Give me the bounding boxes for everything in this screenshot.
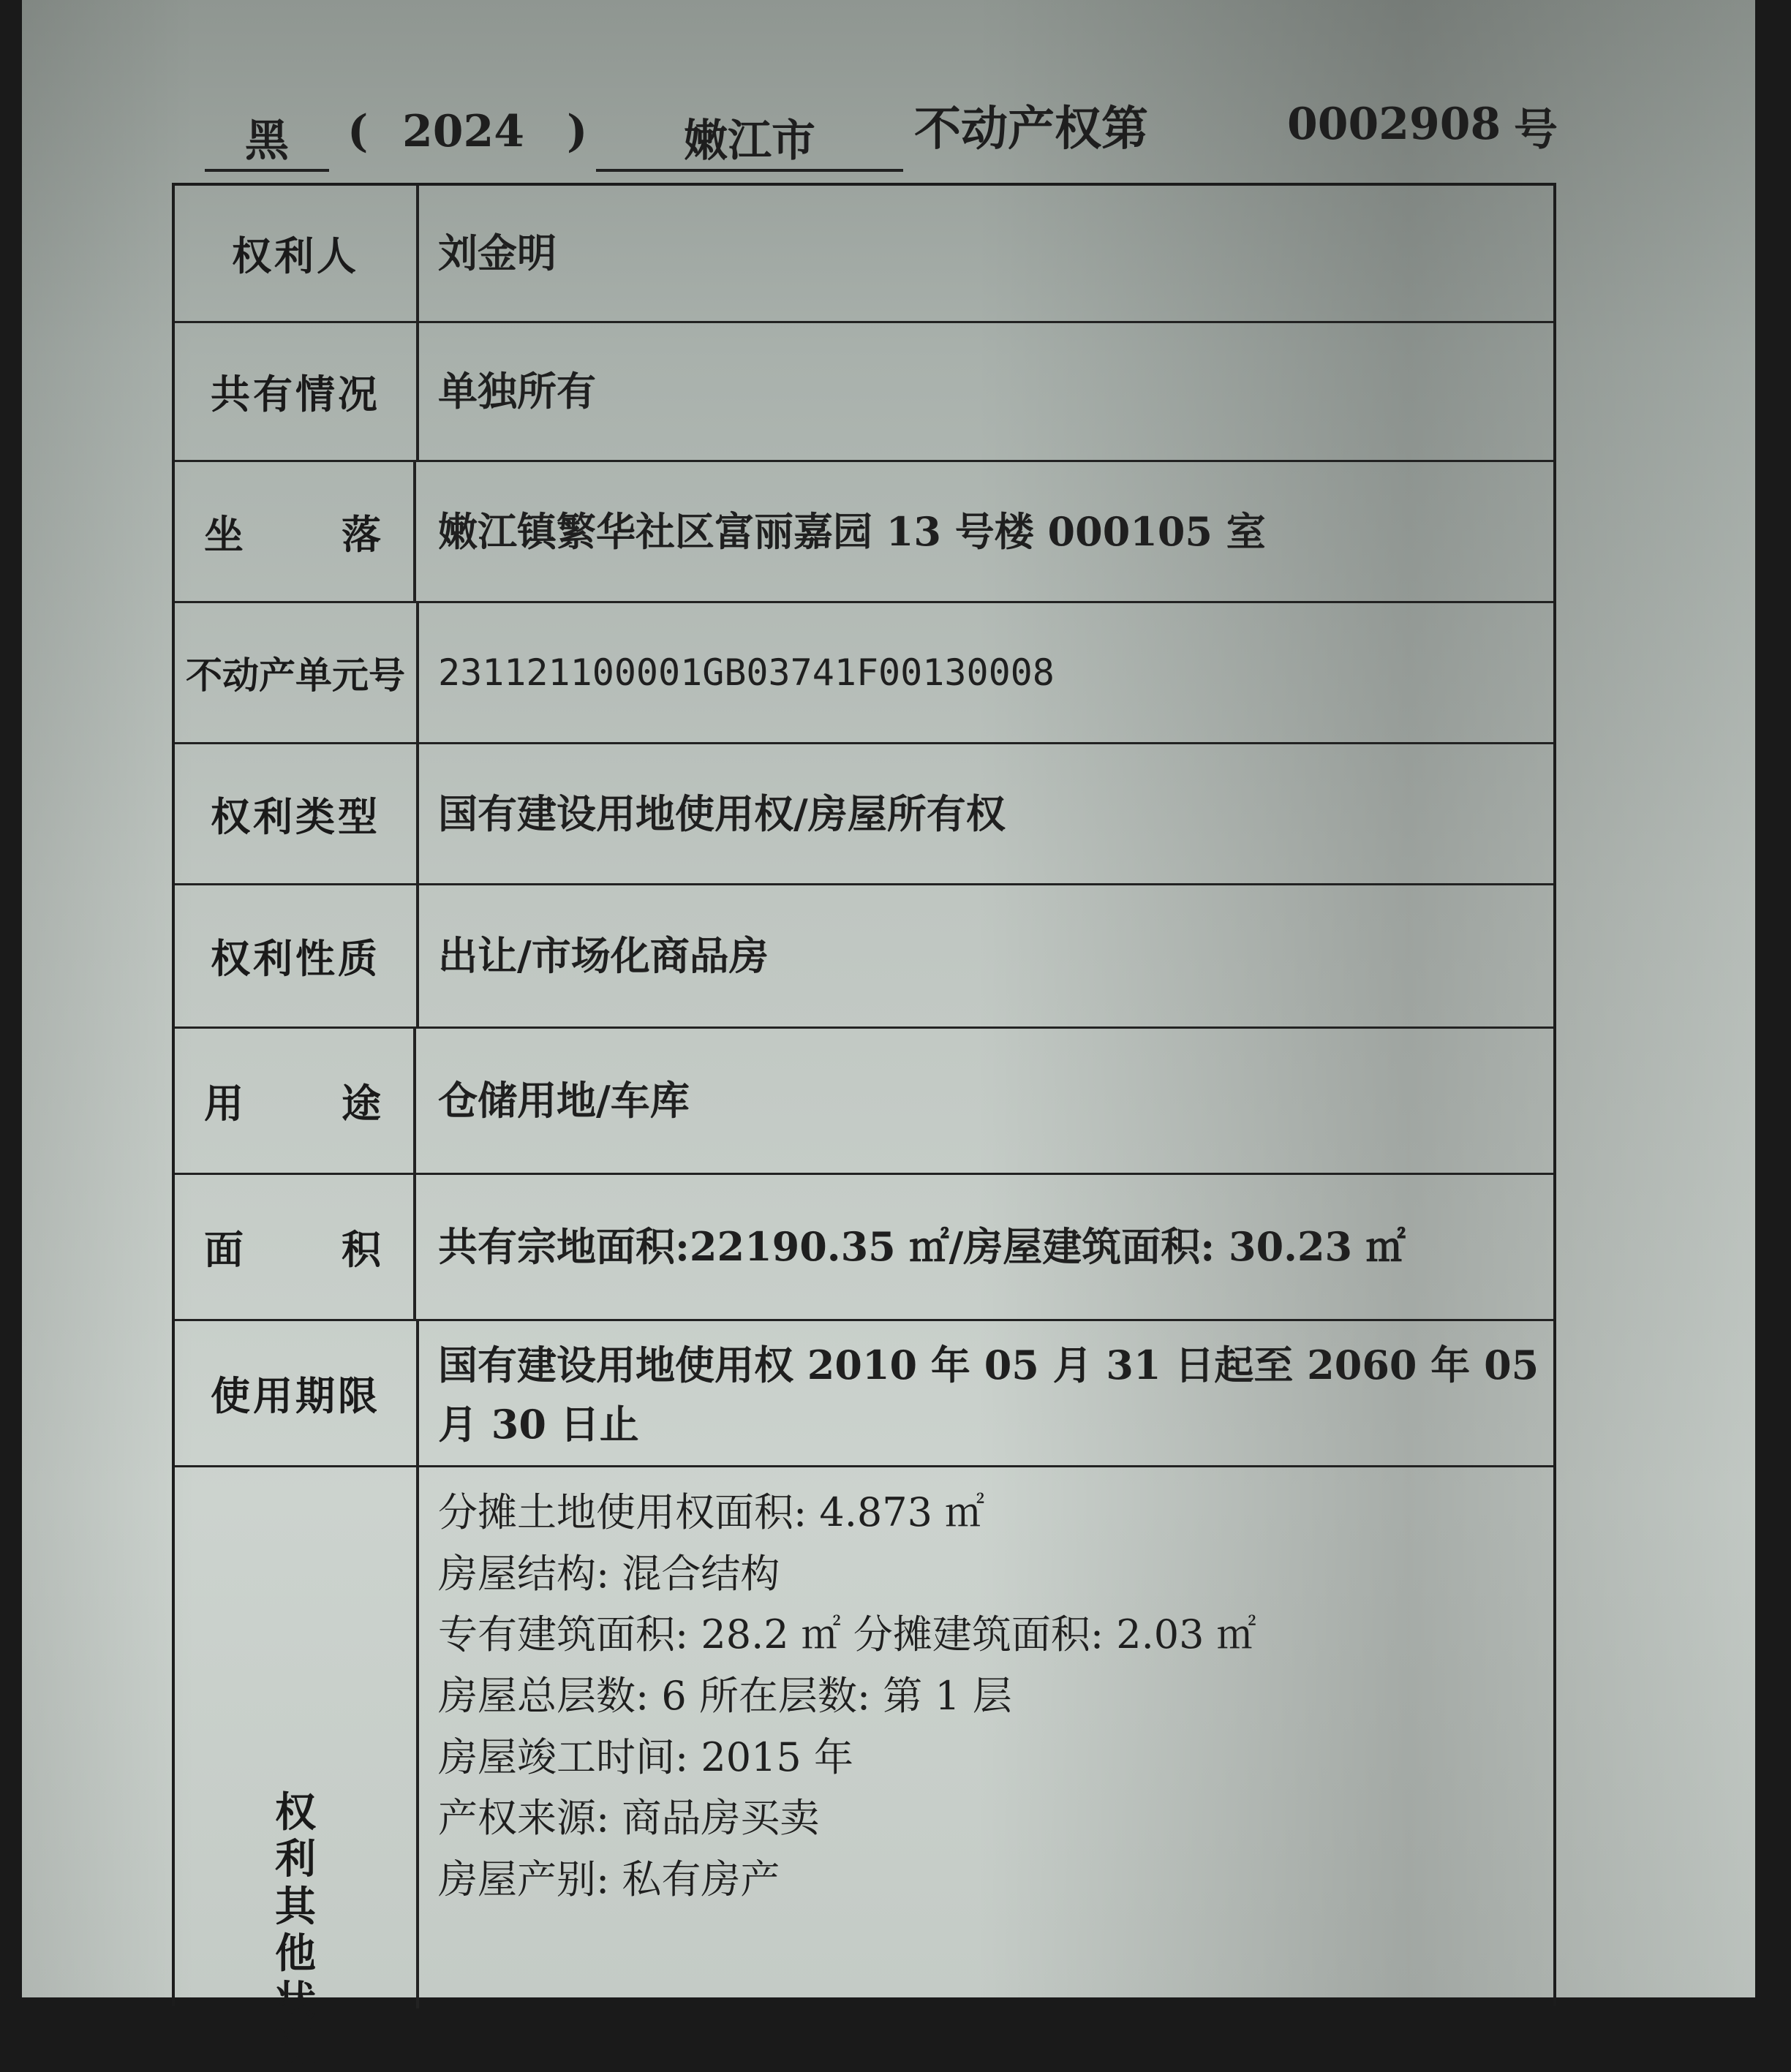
label-area [175, 1175, 416, 1319]
label-other-char: 利 [275, 1835, 316, 1884]
row-right-nature [175, 885, 1553, 1029]
year: 2024 [402, 106, 524, 157]
paren-close: ) [567, 106, 588, 157]
value-co-ownership: 单独所有 [438, 368, 596, 415]
certificate-header [205, 77, 1594, 165]
label-other-char: 权 [275, 1788, 316, 1837]
label-other-char: 况 [275, 2023, 316, 2072]
row-area [175, 1175, 1553, 1321]
other-line: 房屋产别: 私有房产 [438, 1856, 780, 1903]
row-right-type [175, 744, 1553, 885]
label-term: 使用期限 [175, 1321, 419, 1465]
paren-open: ( [347, 106, 369, 157]
city-name: 嫩江市 [596, 106, 903, 172]
cert-number: 0002908 [1287, 99, 1501, 150]
label-other [175, 1467, 419, 2072]
label-co-ownership: 共有情况 [175, 323, 419, 460]
row-location [175, 462, 1553, 603]
label-usage [175, 1029, 416, 1173]
label-location-a: 坐 [204, 510, 246, 558]
other-line: 房屋结构: 混合结构 [438, 1550, 780, 1597]
value-usage: 仓储用地/车库 [438, 1077, 690, 1124]
value-term-line-1: 国有建设用地使用权 2010 年 05 月 31 日起至 2060 年 05 [438, 1342, 1539, 1388]
row-owner [175, 186, 1553, 323]
label-other-char: 其 [275, 1882, 316, 1931]
value-right-type: 国有建设用地使用权/房屋所有权 [438, 790, 1006, 837]
value-other [438, 1467, 1531, 2008]
label-usage-a: 用 [204, 1080, 246, 1127]
cert-suffix: 号 [1514, 105, 1558, 156]
value-term [438, 1321, 1539, 1465]
label-other-char: 他 [275, 1929, 316, 1978]
row-unit-number [175, 603, 1553, 744]
other-line: 专有建筑面积: 28.2 ㎡ 分摊建筑面积: 2.03 ㎡ [438, 1611, 1256, 1658]
label-usage-b: 途 [342, 1080, 384, 1127]
value-area: 共有宗地面积:22190.35 ㎡/房屋建筑面积: 30.23 ㎡ [438, 1223, 1406, 1271]
value-owner: 刘金明 [438, 230, 557, 277]
other-line: 分摊土地使用权面积: 4.873 ㎡ [438, 1489, 985, 1535]
property-table [172, 183, 1556, 2072]
row-term [175, 1321, 1553, 1467]
label-right-nature: 权利性质 [175, 885, 419, 1026]
other-line: 产权来源: 商品房买卖 [438, 1795, 820, 1842]
label-area-b: 积 [342, 1226, 384, 1273]
label-other-chars [175, 1789, 416, 2071]
other-line: 房屋总层数: 6 所在层数: 第 1 层 [438, 1673, 1012, 1720]
value-right-nature: 出让/市场化商品房 [438, 932, 769, 980]
certificate-page [22, 0, 1755, 2072]
label-unit-number: 不动产单元号 [175, 603, 419, 742]
province-prefix: 黑 [205, 106, 329, 172]
row-usage [175, 1029, 1553, 1175]
value-location: 嫩江镇繁华社区富丽嘉园 13 号楼 000105 室 [438, 507, 1266, 555]
other-line: 房屋竣工时间: 2015 年 [438, 1733, 853, 1780]
value-term-line-2: 月 30 日止 [438, 1401, 639, 1448]
label-location-b: 落 [342, 510, 384, 558]
label-other-char: 状 [275, 1976, 316, 2025]
cert-label: 不动产权第 [914, 102, 1148, 156]
label-owner: 权利人 [175, 186, 419, 321]
row-co-ownership [175, 323, 1553, 462]
label-location [175, 462, 416, 601]
label-area-a: 面 [204, 1226, 246, 1273]
row-other [175, 1467, 1553, 2072]
value-unit-number: 231121100001GB03741F00130008 [438, 651, 1055, 694]
label-right-type: 权利类型 [175, 744, 419, 883]
